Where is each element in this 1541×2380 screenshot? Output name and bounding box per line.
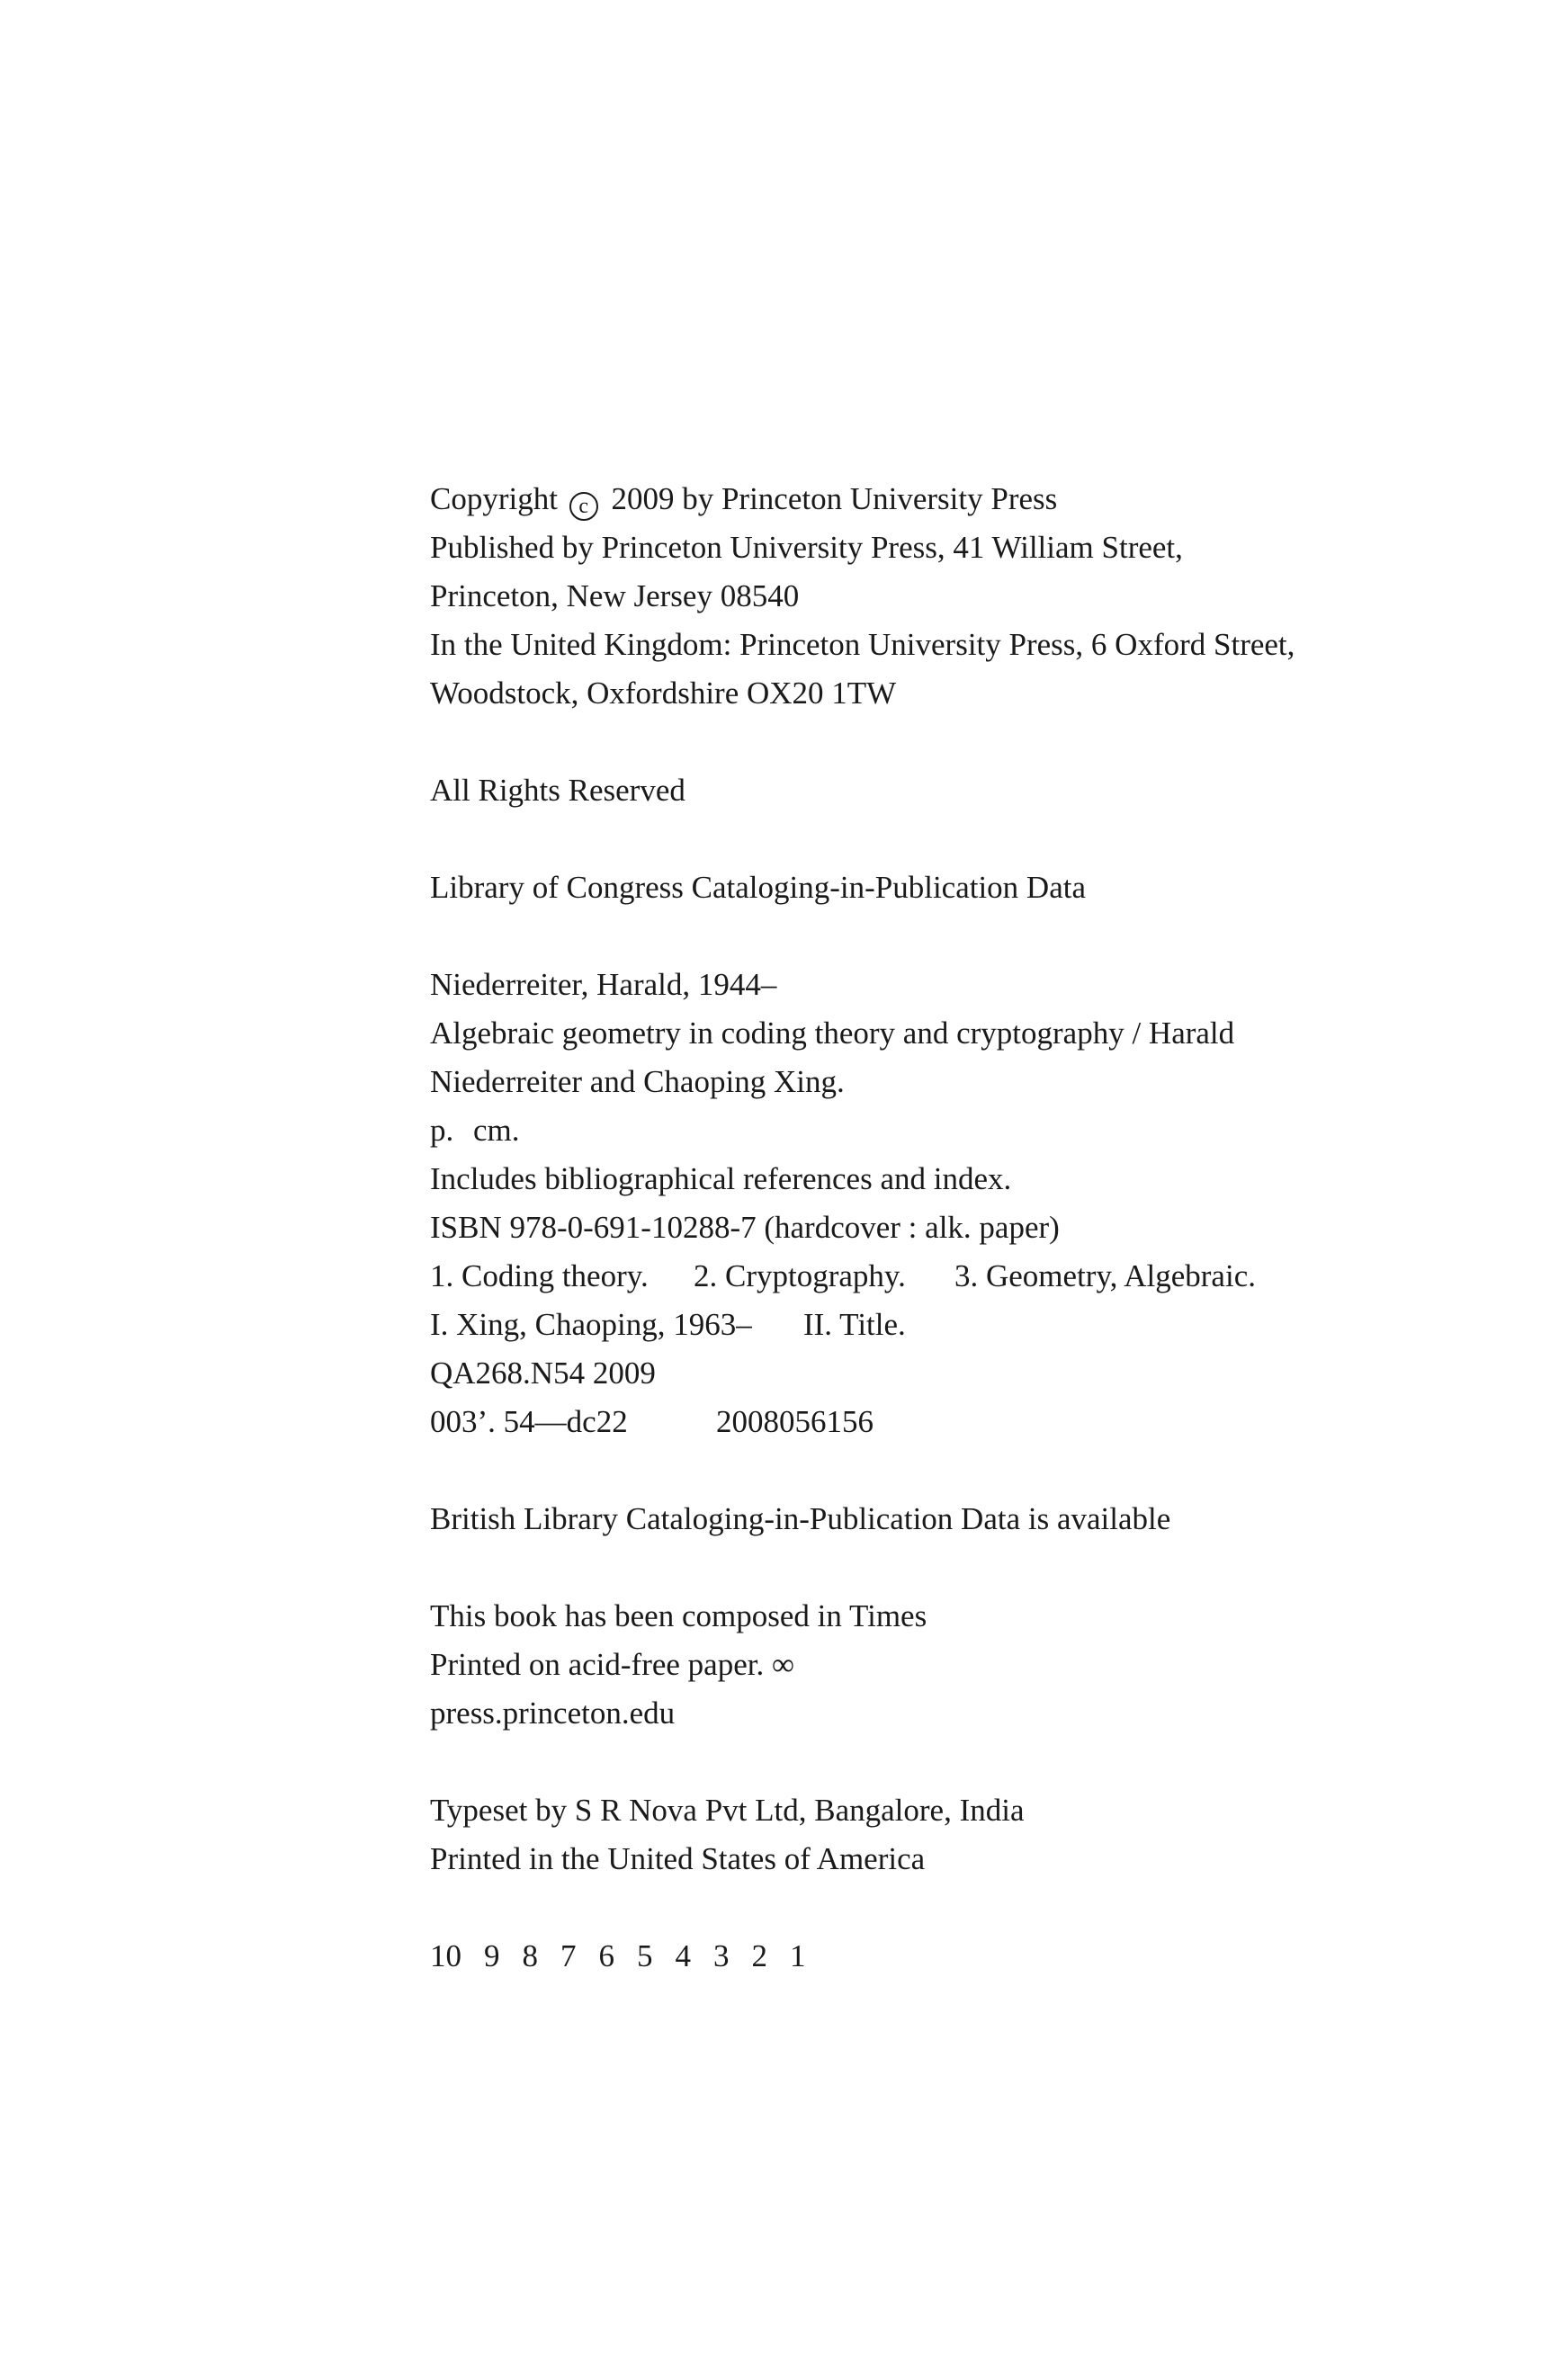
cip-subjects xyxy=(430,1252,1420,1301)
copyright-symbol-icon: c xyxy=(569,492,598,521)
printer-key-number: 8 xyxy=(522,1938,538,1973)
publisher-line-3: In the United Kingdom: Princeton University Press, 6 Oxford Street, xyxy=(430,627,1295,662)
spacer xyxy=(430,1446,1420,1495)
printer-key xyxy=(430,1932,1420,1981)
cip-lccn: 2008056156 xyxy=(716,1404,874,1439)
spacer xyxy=(430,1543,1420,1592)
publisher-line-4: Woodstock, Oxfordshire OX20 1TW xyxy=(430,676,897,711)
cip-pagination xyxy=(430,1106,1420,1155)
british-library-note: British Library Cataloging-in-Publication Data is available xyxy=(430,1501,1171,1536)
cip-title-line-1: Algebraic geometry in coding theory and cryptography / Harald xyxy=(430,1016,1235,1051)
printer-key-number: 7 xyxy=(560,1938,577,1973)
spacer xyxy=(430,912,1420,961)
publisher-line-1: Published by Princeton University Press, 41 William Street, xyxy=(430,530,1183,565)
spacer xyxy=(430,1738,1420,1786)
publisher-line-2: Princeton, New Jersey 08540 xyxy=(430,578,800,613)
cip-heading: Library of Congress Cataloging-in-Publication Data xyxy=(430,870,1087,905)
printer-key-number: 2 xyxy=(751,1938,767,1973)
cip-classification xyxy=(430,1398,1420,1446)
cip-dewey: 003’. 54—dc22 xyxy=(430,1404,628,1439)
cip-includes: Includes bibliographical references and index. xyxy=(430,1161,1012,1196)
typeface-note: This book has been composed in Times xyxy=(430,1598,927,1633)
cip-subject: 3. Geometry, Algebraic. xyxy=(954,1258,1256,1293)
cip-pages: p. xyxy=(430,1113,454,1148)
copyright-page xyxy=(430,475,1420,1981)
typeset-note: Typeset by S R Nova Pvt Ltd, Bangalore, India xyxy=(430,1793,1025,1828)
copyright-holder: 2009 by Princeton University Press xyxy=(611,481,1058,516)
cip-author: Niederreiter, Harald, 1944– xyxy=(430,967,777,1002)
cip-isbn: ISBN 978-0-691-10288-7 (hardcover : alk. paper) xyxy=(430,1210,1060,1245)
printer-key-number: 9 xyxy=(484,1938,500,1973)
publisher-website: press.princeton.edu xyxy=(430,1696,676,1731)
cip-title-line-2: Niederreiter and Chaoping Xing. xyxy=(430,1064,845,1099)
copyright-line xyxy=(430,475,1420,523)
spacer xyxy=(430,815,1420,863)
cip-size: cm. xyxy=(473,1113,520,1148)
spacer xyxy=(430,718,1420,766)
printer-key-number: 5 xyxy=(637,1938,653,1973)
rights-statement: All Rights Reserved xyxy=(430,773,685,808)
cip-lcc: QA268.N54 2009 xyxy=(430,1356,656,1391)
printer-key-number: 6 xyxy=(598,1938,614,1973)
cip-subject: 1. Coding theory. xyxy=(430,1258,649,1293)
spacer xyxy=(430,1883,1420,1932)
printer-key-number: 10 xyxy=(430,1938,461,1973)
cip-added-entries xyxy=(430,1301,1420,1349)
cip-subject: 2. Cryptography. xyxy=(694,1258,906,1293)
printer-key-number: 3 xyxy=(713,1938,730,1973)
printed-in-note: Printed in the United States of America xyxy=(430,1841,926,1876)
cip-added-entry: I. Xing, Chaoping, 1963– xyxy=(430,1307,752,1342)
cip-added-entry: II. Title. xyxy=(803,1307,906,1342)
copyright-prefix: Copyright xyxy=(430,481,558,516)
printer-key-number: 4 xyxy=(675,1938,691,1973)
paper-note: Printed on acid-free paper. ∞ xyxy=(430,1647,794,1682)
printer-key-number: 1 xyxy=(790,1938,806,1973)
